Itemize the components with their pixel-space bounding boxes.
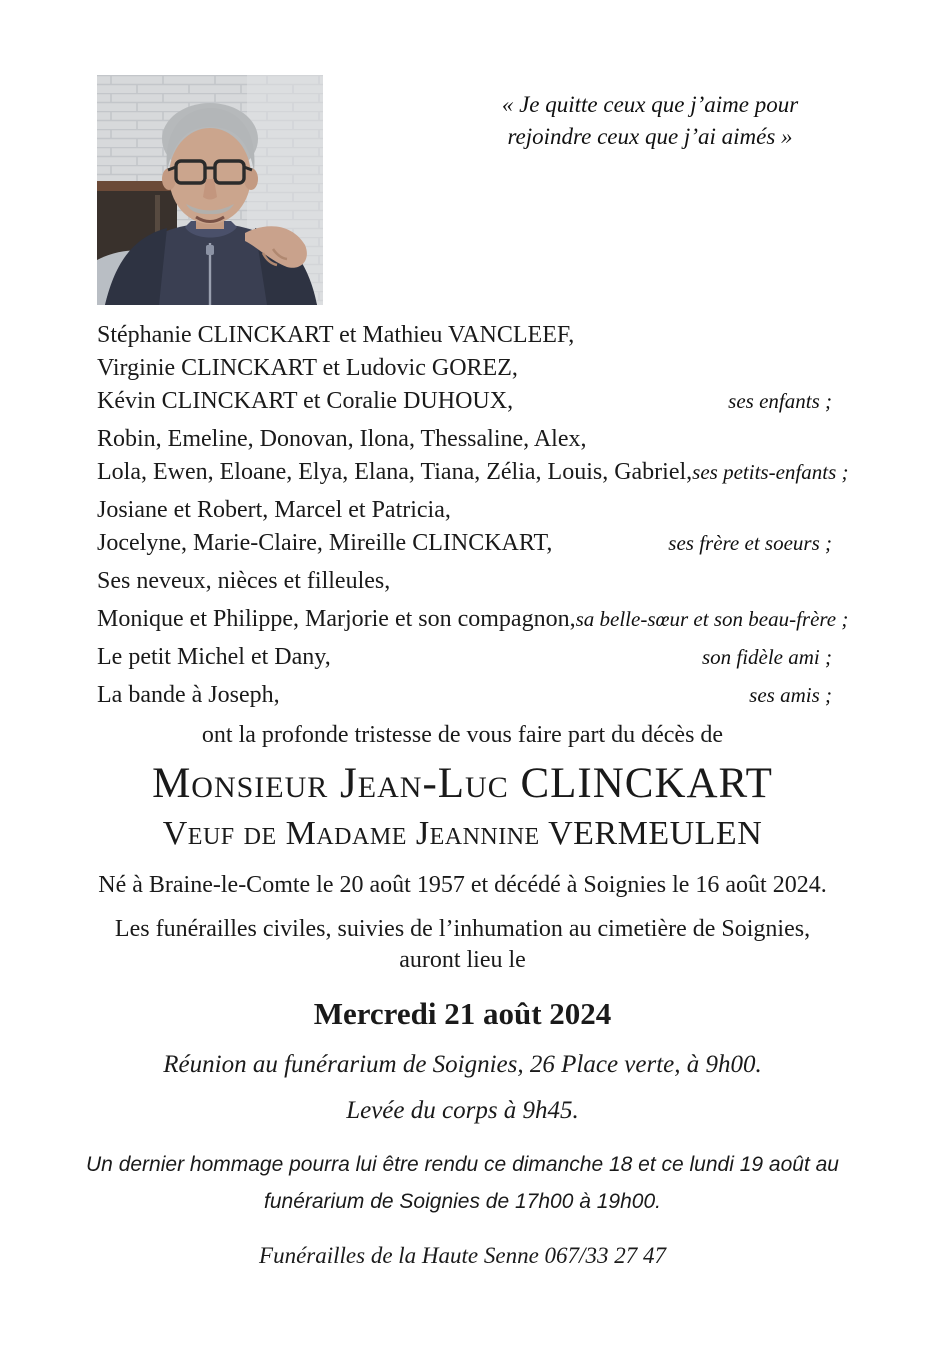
body-departure-time: Levée du corps à 9h45. <box>346 1097 579 1124</box>
family-names: Robin, Emeline, Donovan, Ilona, Thessaline, Alex, <box>97 426 587 452</box>
family-names: Lola, Ewen, Eloane, Elya, Elana, Tiana, Zélia, Louis, Gabriel, <box>97 459 693 485</box>
family-names: Le petit Michel et Dany, <box>97 644 331 670</box>
quote-line-1: « Je quitte ceux que j’aime pour <box>501 92 799 117</box>
family-line <box>97 385 832 418</box>
funeral-intro <box>0 914 925 976</box>
announcement-line: ont la profonde tristesse de vous faire part du décès de <box>201 722 724 748</box>
relation-label: ses petits-enfants ; <box>692 460 849 484</box>
portrait-illustration <box>97 75 323 305</box>
family-line <box>97 679 832 712</box>
relation-label: ses frère et soeurs ; <box>668 531 832 555</box>
family-names: Virginie CLINCKART et Ludovic GOREZ, <box>97 355 518 381</box>
family-list <box>0 319 925 712</box>
family-line <box>97 527 832 560</box>
family-line <box>97 352 832 385</box>
family-line <box>97 603 849 636</box>
funeral-intro-line-1: Les funérailles civiles, suivies de l’inhumation au cimetière de Soignies, <box>114 916 811 942</box>
funeral-intro-line-2: auront lieu le <box>399 947 526 973</box>
family-names: Jocelyne, Marie-Claire, Mireille CLINCKART, <box>97 530 553 556</box>
family-names: Josiane et Robert, Marcel et Patricia, <box>97 497 451 523</box>
relation-label: ses enfants ; <box>728 389 832 413</box>
family-line <box>97 494 832 527</box>
family-line <box>97 565 832 598</box>
funeral-announcement-page <box>0 75 925 1355</box>
family-line <box>97 641 832 674</box>
family-line <box>97 423 832 456</box>
memorial-quote <box>440 89 860 153</box>
family-names: Monique et Philippe, Marjorie et son compagnon, <box>97 606 576 632</box>
funeral-date: Mercredi 21 août 2024 <box>313 996 612 1031</box>
relation-label: sa belle-sœur et son beau-frère ; <box>575 607 849 631</box>
funeral-home-contact: Funérailles de la Haute Senne 067/33 27 47 <box>259 1243 666 1268</box>
family-line <box>97 456 849 489</box>
relation-label: son fidèle ami ; <box>701 645 832 669</box>
last-tribute-notice <box>0 1146 925 1220</box>
family-names: Ses neveux, nièces et filleules, <box>97 568 391 594</box>
tribute-line-1: Un dernier hommage pourra lui être rendu ce dimanche 18 et ce lundi 19 août au <box>86 1153 839 1176</box>
birth-death-dates: Né à Braine-le-Comte le 20 août 1957 et décédé à Soignies le 16 août 2024. <box>98 872 827 898</box>
family-names: Stéphanie CLINCKART et Mathieu VANCLEEF, <box>97 322 575 348</box>
tribute-line-2: funérarium de Soignies de 17h00 à 19h00. <box>264 1190 661 1213</box>
deceased-name-title: Monsieur Jean-Luc CLINCKART <box>152 760 773 807</box>
family-line <box>97 319 832 352</box>
meeting-details: Réunion au funérarium de Soignies, 26 Place verte, à 9h00. <box>163 1051 762 1078</box>
quote-line-2: rejoindre ceux que j’ai aimés » <box>507 124 793 149</box>
deceased-photo <box>97 75 323 305</box>
deceased-widower-subtitle: Veuf de Madame Jeannine VERMEULEN <box>162 815 763 852</box>
relation-label: ses amis ; <box>749 683 832 707</box>
family-names: La bande à Joseph, <box>97 682 280 708</box>
header <box>0 75 925 305</box>
family-names: Kévin CLINCKART et Coralie DUHOUX, <box>97 388 514 414</box>
